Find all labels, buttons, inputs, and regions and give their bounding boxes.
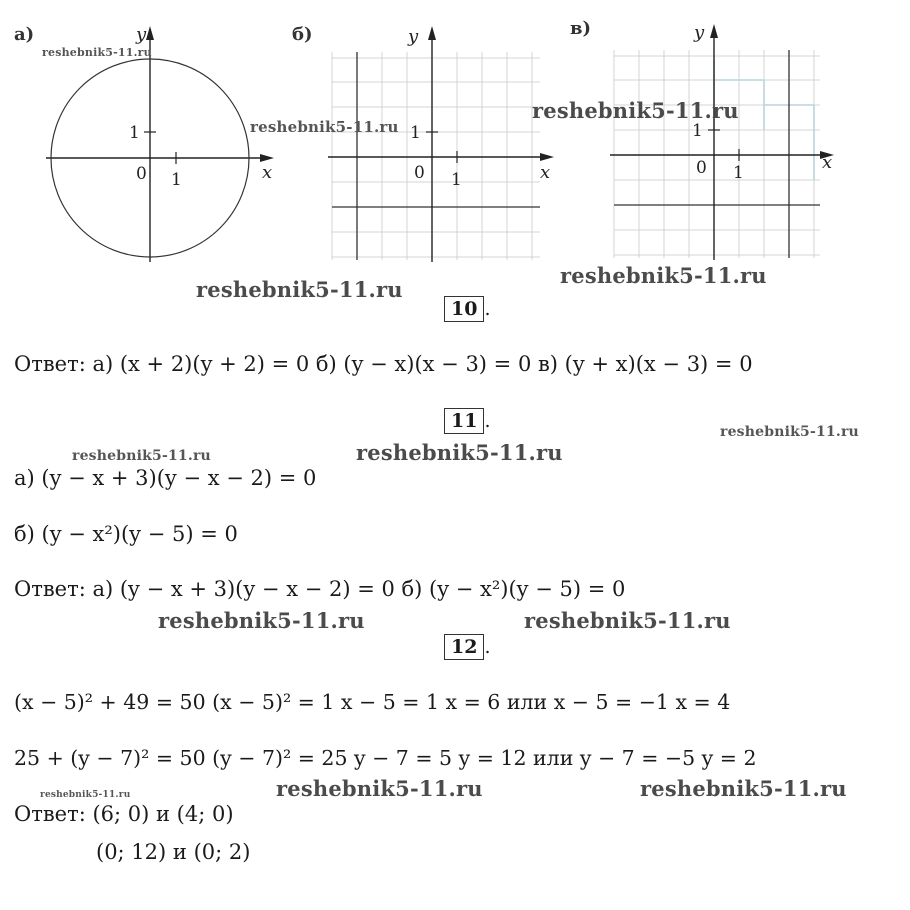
figure-a-graph — [40, 22, 280, 272]
watermark: reshebnik5-11.ru — [560, 263, 767, 288]
tick-x-label: 1 — [171, 170, 182, 190]
problem-11-line-b: б) (y − x²)(y − 5) = 0 — [14, 522, 238, 546]
tick-y-label: 1 — [129, 123, 140, 143]
problem-10-answer: Ответ: а) (x + 2)(y + 2) = 0 б) (y − x)(x − 3) = 0 в) (y + x)(x − 3) = 0 — [14, 352, 753, 376]
problem-12-answer-1: Ответ: (6; 0) и (4; 0) — [14, 802, 234, 826]
watermark: reshebnik5-11.ru — [720, 424, 859, 440]
figure-b-graph — [322, 22, 562, 267]
problem-11-number-box: 11 . — [444, 408, 491, 434]
problem-number: 12 — [444, 634, 484, 660]
tick-y-label: 1 — [692, 121, 703, 141]
origin-label: 0 — [696, 158, 707, 178]
problem-12-answer-2: (0; 12) и (0; 2) — [96, 840, 251, 864]
watermark: reshebnik5-11.ru — [356, 440, 563, 465]
watermark: reshebnik5-11.ru — [640, 776, 847, 801]
watermark: reshebnik5-11.ru — [72, 448, 211, 464]
origin-label: 0 — [414, 163, 425, 183]
figure-b-label: б) — [292, 24, 313, 45]
problem-number: 10 — [444, 296, 484, 322]
watermark: reshebnik5-11.ru — [40, 790, 131, 800]
watermark: reshebnik5-11.ru — [524, 608, 731, 633]
problem-10-number-box: 10 . — [444, 296, 491, 322]
origin-label: 0 — [136, 164, 147, 184]
figure-c-graph — [604, 20, 844, 265]
problem-11-answer: Ответ: а) (y − x + 3)(y − x − 2) = 0 б) (y − x²)(y − 5) = 0 — [14, 577, 626, 601]
problem-11-line-a: а) (y − x + 3)(y − x − 2) = 0 — [14, 466, 317, 490]
y-axis-label: y — [408, 26, 419, 47]
watermark: reshebnik5-11.ru — [158, 608, 365, 633]
tick-y-label: 1 — [410, 123, 421, 143]
y-axis-label: y — [694, 22, 705, 43]
problem-number: 11 — [444, 408, 484, 434]
tick-x-label: 1 — [451, 170, 462, 190]
watermark: reshebnik5-11.ru — [276, 776, 483, 801]
tick-x-label: 1 — [733, 163, 744, 183]
watermark: reshebnik5-11.ru — [196, 277, 403, 302]
problem-12-number-box: 12 . — [444, 634, 491, 660]
watermark: reshebnik5-11.ru — [42, 46, 152, 59]
x-axis-label: x — [822, 152, 833, 173]
problem-12-line-1: (x − 5)² + 49 = 50 (x − 5)² = 1 x − 5 = 1 x = 6 или x − 5 = −1 x = 4 — [14, 690, 731, 714]
figure-a-label: а) — [14, 24, 35, 45]
x-axis-label: x — [540, 162, 551, 183]
y-axis-label: y — [136, 24, 147, 45]
watermark: reshebnik5-11.ru — [532, 98, 739, 123]
x-axis-label: x — [262, 162, 273, 183]
watermark: reshebnik5-11.ru — [250, 118, 399, 136]
figure-c-label: в) — [570, 18, 592, 39]
problem-12-line-2: 25 + (y − 7)² = 50 (y − 7)² = 25 y − 7 = 5 y = 12 или y − 7 = −5 y = 2 — [14, 746, 757, 770]
